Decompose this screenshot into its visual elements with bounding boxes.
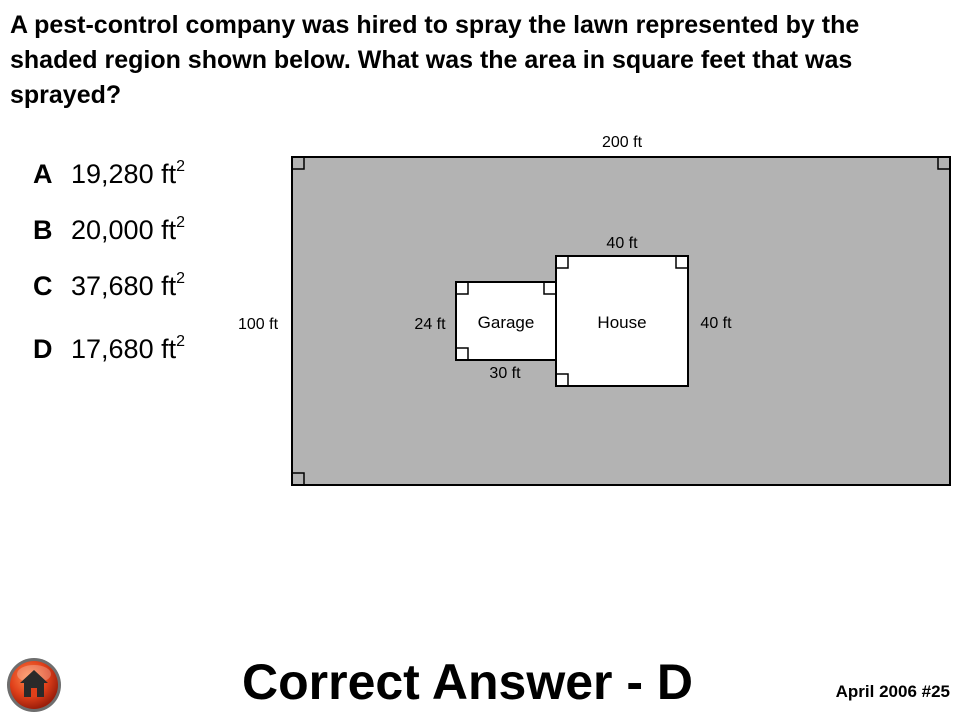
garage-height-label: 24 ft: [414, 316, 446, 333]
house-height-label: 40 ft: [700, 315, 732, 332]
question-source: April 2006 #25: [835, 682, 950, 701]
choice-exponent: 2: [176, 214, 185, 231]
correct-answer: Correct Answer - D: [242, 654, 694, 710]
choice-letter: C: [33, 271, 53, 301]
home-icon: [6, 657, 62, 713]
choice-letter: B: [33, 215, 53, 245]
choice-letter: D: [33, 334, 53, 364]
choice-letter: A: [33, 159, 53, 189]
house-label: House: [597, 313, 647, 332]
lawn-width-label: 200 ft: [601, 134, 643, 151]
house-width-label: 40 ft: [606, 235, 638, 252]
choice-exponent: 2: [176, 158, 185, 175]
choice-value: 19,280 ft: [71, 159, 177, 189]
garage-width-label: 30 ft: [489, 365, 521, 382]
question-text: A pest-control company was hired to spray the lawn represented by the shaded region shown below. What was the area in square feet that was sprayed?: [10, 11, 860, 109]
home-button[interactable]: [6, 657, 62, 713]
garage-label: Garage: [477, 313, 535, 332]
choice-exponent: 2: [176, 270, 185, 287]
choice-exponent: 2: [176, 333, 185, 350]
choice-value: 20,000 ft: [71, 215, 177, 245]
choice-value: 17,680 ft: [71, 334, 177, 364]
lawn-height-label: 100 ft: [237, 316, 279, 333]
choice-value: 37,680 ft: [71, 271, 177, 301]
